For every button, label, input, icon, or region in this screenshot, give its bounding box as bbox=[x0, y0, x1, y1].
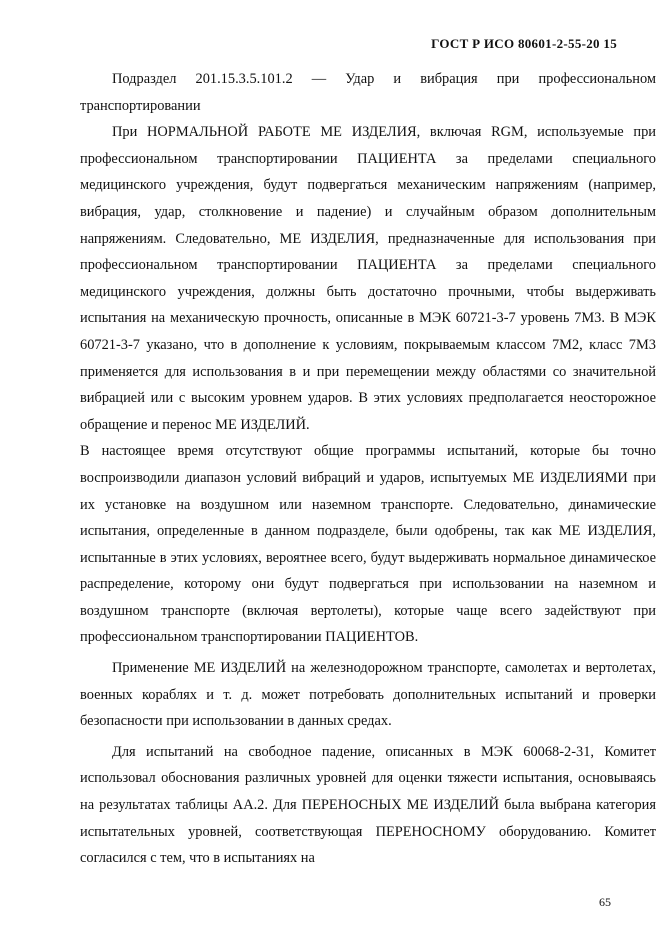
subsection-title-paragraph: Подраздел 201.15.3.5.101.2 — Удар и вибрация при профессиональном транспортировании bbox=[80, 71, 656, 114]
paragraph-other-transport: Применение МЕ ИЗДЕЛИЙ на железнодорожном транспорте, самолетах и вертолетах, военных кораблях и т. д. может потребовать дополнительных испытаний и проверки безопасности при использовании в данных средах. bbox=[80, 660, 656, 730]
page-number: 65 bbox=[599, 895, 611, 909]
body-text bbox=[80, 66, 656, 872]
paragraph-test-programs: В настоящее время отсутствуют общие программы испытаний, которые бы точно воспроизводили диапазон условий вибраций и ударов, испытуемых МЕ ИЗДЕЛИЯМИ при их установке на воздушном или наземном транспорте. Следовательно, динамические испытания, определенные в данном подразделе, были одобрены, так как МЕ ИЗДЕЛИЯ, испытанные в этих условиях, вероятнее всего, будут выдерживать нормальное динамическое распределение, которому они будут подвергаться при использовании на наземном и воздушном транспорте (включая вертолеты), которые чаще всего задействуют при профессиональном транспортировании ПАЦИЕНТОВ. bbox=[80, 443, 656, 646]
standard-code-header: ГОСТ Р ИСО 80601-2-55-20 15 bbox=[431, 36, 617, 51]
paragraph-free-fall-tests: Для испытаний на свободное падение, описанных в МЭК 60068-2-31, Комитет использовал обоснования различных уровней для оценки тяжести испытания, основываясь на результатах таблицы АА.2. Для ПЕРЕНОСНЫХ МЕ ИЗДЕЛИЙ была выбрана категория испытательных уровней, соответствующая ПЕРЕНОСНОМУ оборудованию. Комитет согласился с тем, что в испытаниях на bbox=[80, 743, 656, 867]
paragraph-normal-operation: При НОРМАЛЬНОЙ РАБОТЕ МЕ ИЗДЕЛИЯ, включая RGM, используемые при профессиональном транспортировании ПАЦИЕНТА за пределами специального медицинского учреждения, будут подвергаться механическим напряжениям (например, вибрация, удар, столкновение и падение) и случайным образом дополнительным напряжениям. Следовательно, МЕ ИЗДЕЛИЯ, предназначенные для использования при профессиональном транспортировании ПАЦИЕНТА за пределами специального медицинского учреждения, должны быть достаточно прочными, чтобы выдерживать испытания на механическую прочность, описанные в МЭК 60721-3-7 уровень 7М3. В МЭК 60721-3-7 указано, что в дополнение к условиям, покрываемым классом 7М2, класс 7М3 применяется для использования в и при перемещении между областями со значительной вибрацией или с высоким уровнем ударов. В этих условиях предполагается неосторожное обращение и перенос МЕ ИЗДЕЛИЙ. bbox=[80, 124, 656, 433]
